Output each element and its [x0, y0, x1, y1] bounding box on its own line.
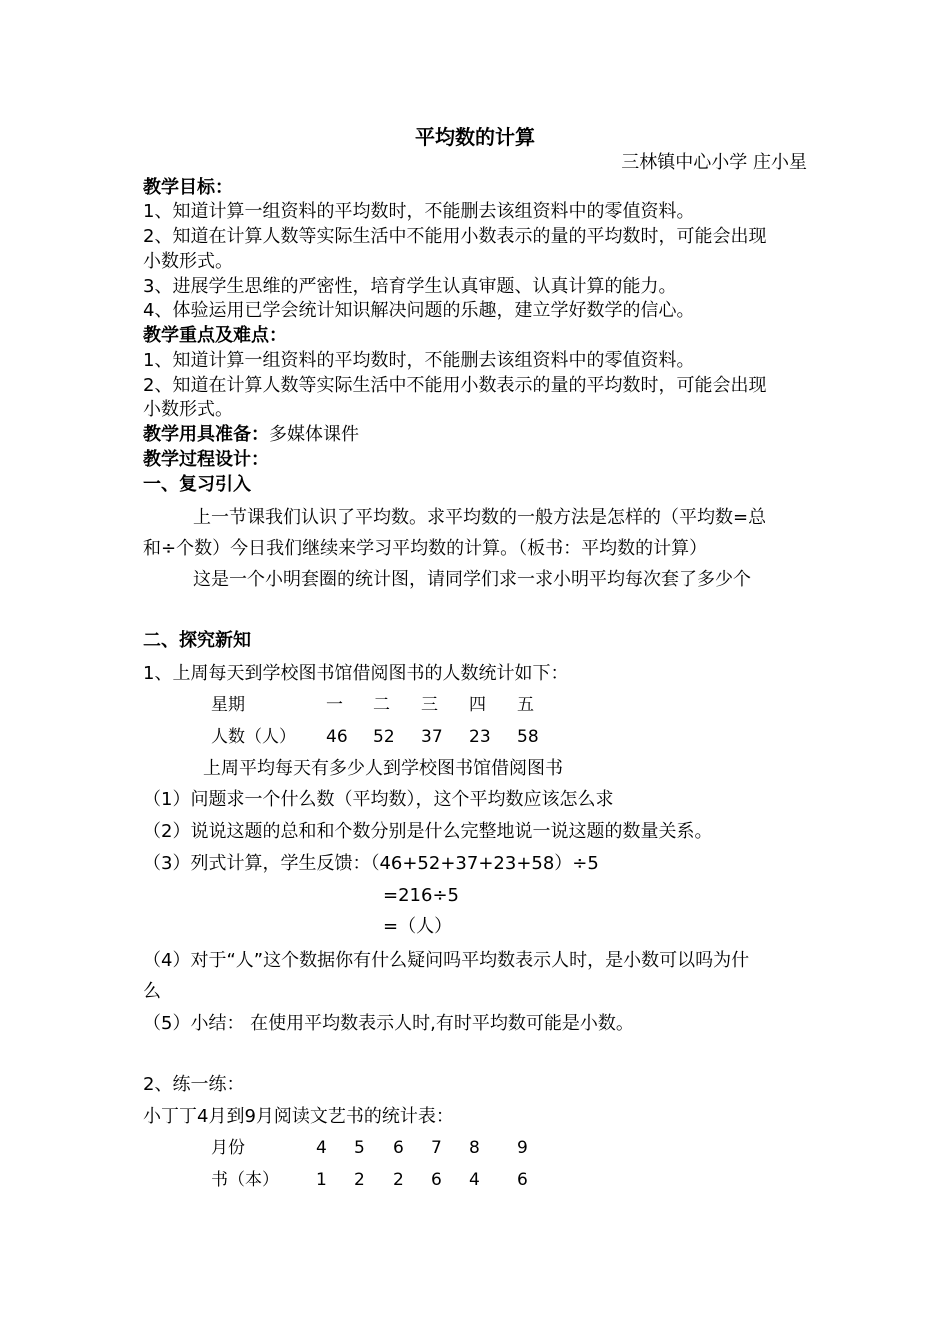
calculation-step: =（人）	[383, 916, 453, 937]
table-cell: 46	[326, 727, 348, 747]
table-cell: 一	[326, 695, 343, 715]
key-point-item: 2、知道在计算人数等实际生活中不能用小数表示的量的平均数时，可能会出现	[143, 375, 767, 396]
question-item: （4）对于“人”这个数据你有什么疑问吗平均数表示人时，是小数可以吗为什	[143, 950, 750, 971]
table-row-label: 书（本）	[211, 1170, 279, 1190]
section1-heading: 一、复习引入	[143, 474, 251, 495]
key-point-item: 1、知道计算一组资料的平均数时，不能删去该组资料中的零值资料。	[143, 350, 695, 371]
question-item: （2）说说这题的总和和个数分别是什么完整地说一说这题的数量关系。	[143, 821, 713, 842]
objective-item: 小数形式。	[143, 251, 233, 272]
library-visitors-table	[0, 694, 950, 754]
tools-value: 多媒体课件	[269, 424, 359, 445]
table-cell: 二	[373, 695, 390, 715]
author-line: 三林镇中心小学 庄小星	[621, 152, 807, 173]
key-point-item: 小数形式。	[143, 399, 233, 420]
key-points-heading: 教学重点及难点：	[143, 325, 287, 346]
section1-paragraph-line: 和÷个数）今日我们继续来学习平均数的计算。（板书：平均数的计算）	[143, 538, 708, 559]
table-cell: 37	[421, 727, 443, 747]
table-cell: 6	[517, 1170, 528, 1190]
objective-item: 3、进展学生思维的严密性，培育学生认真审题、认真计算的能力。	[143, 276, 677, 297]
process-heading: 教学过程设计：	[143, 449, 269, 470]
objectives-heading: 教学目标：	[143, 177, 233, 198]
page-title: 平均数的计算	[415, 125, 535, 149]
section2-item2: 2、练一练：	[143, 1074, 245, 1095]
section2-item2-desc: 小丁丁4月到9月阅读文艺书的统计表：	[143, 1106, 454, 1127]
table-cell: 1	[316, 1170, 327, 1190]
table-cell: 4	[316, 1138, 327, 1158]
tools-label: 教学用具准备：	[143, 424, 269, 445]
section2-item1: 1、上周每天到学校图书馆借阅图书的人数统计如下：	[143, 663, 569, 684]
table-cell: 五	[517, 695, 534, 715]
question-item: （1）问题求一个什么数（平均数），这个平均数应该怎么求	[143, 789, 614, 810]
table-cell: 6	[393, 1138, 404, 1158]
objective-item: 4、体验运用已学会统计知识解决问题的乐趣，建立学好数学的信心。	[143, 300, 695, 321]
table-cell: 52	[373, 727, 395, 747]
section1-paragraph-line: 这是一个小明套圈的统计图，请同学们求一求小明平均每次套了多少个	[193, 569, 751, 590]
question-item: （3）列式计算，学生反馈：（46+52+37+23+58）÷5	[143, 853, 599, 874]
table-cell: 5	[354, 1138, 365, 1158]
objective-item: 1、知道计算一组资料的平均数时，不能删去该组资料中的零值资料。	[143, 201, 695, 222]
table-cell: 6	[431, 1170, 442, 1190]
tools-line	[143, 424, 359, 446]
table-cell: 2	[393, 1170, 404, 1190]
table-cell: 三	[421, 695, 438, 715]
table-cell: 2	[354, 1170, 365, 1190]
table-row-label: 月份	[211, 1138, 245, 1158]
table-cell: 四	[469, 695, 486, 715]
calculation-step: =216÷5	[383, 885, 459, 906]
section1-paragraph-line: 上一节课我们认识了平均数。求平均数的一般方法是怎样的（平均数=总	[193, 507, 767, 528]
question-item: 么	[143, 981, 161, 1002]
table-cell: 58	[517, 727, 539, 747]
table-cell: 8	[469, 1138, 480, 1158]
table-cell: 4	[469, 1170, 480, 1190]
section2-question: 上周平均每天有多少人到学校图书馆借阅图书	[203, 758, 563, 779]
table-cell: 23	[469, 727, 491, 747]
reading-stats-table	[0, 1137, 950, 1197]
section2-heading: 二、探究新知	[143, 630, 251, 651]
table-cell: 9	[517, 1138, 528, 1158]
table-row-label: 星期	[211, 695, 245, 715]
objective-item: 2、知道在计算人数等实际生活中不能用小数表示的量的平均数时，可能会出现	[143, 226, 767, 247]
question-item: （5）小结： 在使用平均数表示人时,有时平均数可能是小数。	[143, 1013, 634, 1034]
table-row-label: 人数（人）	[211, 727, 296, 747]
table-cell: 7	[431, 1138, 442, 1158]
